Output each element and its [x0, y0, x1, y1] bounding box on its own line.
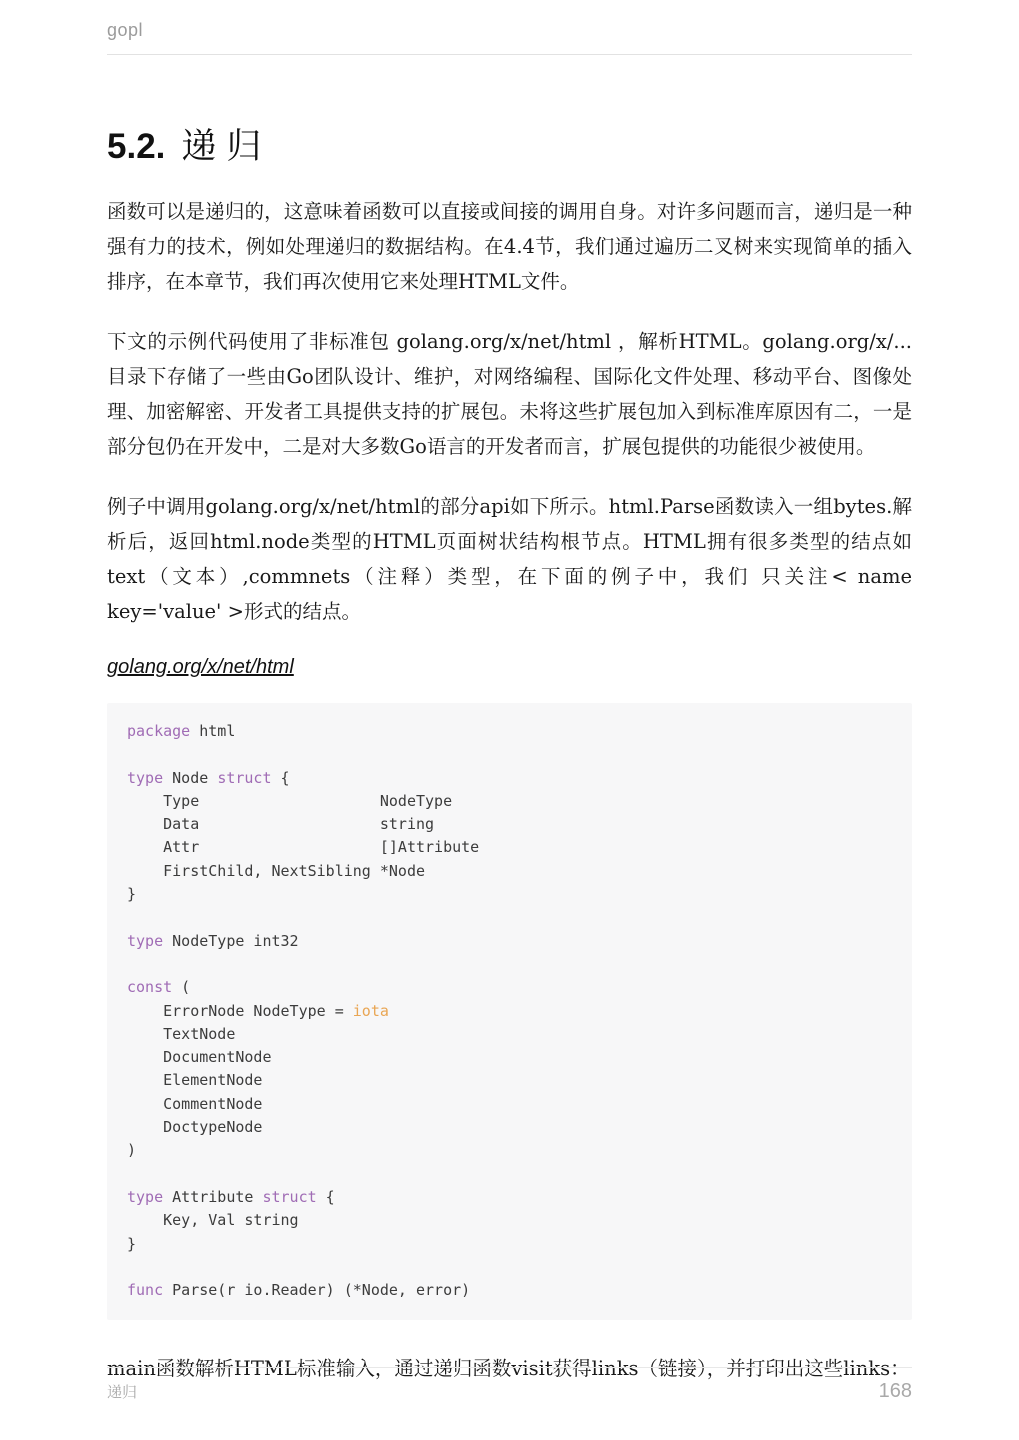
code-line: } [127, 885, 137, 904]
code-line: Data string [127, 815, 435, 834]
code-line: package html [127, 722, 236, 740]
code-line: DoctypeNode [127, 1118, 263, 1137]
code-line: Attr []Attribute [127, 838, 480, 857]
paragraph-intro: 函数可以是递归的，这意味着函数可以直接或间接的调用自身。对许多问题而言，递归是一种强有力的技术，例如处理递归的数据结构。在4.4节，我们通过遍历二叉树来实现简单的插入排序，在本章节，我们再次使用它来处理HTML文件。 [107, 200, 912, 293]
code-line: } [127, 1234, 137, 1253]
doc-footer [107, 1367, 912, 1403]
footer-chapter-label: 递归 [107, 1383, 138, 1401]
doc-header [107, 0, 912, 55]
heading-text: 递归 [181, 127, 272, 167]
code-block [107, 703, 912, 1320]
paragraph-api: 例子中调用golang.org/x/net/html的部分api如下所示。html.Parse函数读入一组bytes.解析后，返回html.node类型的HTML页面树状结构根节点。HTML拥有很多类型的结点如text（文本）,commnets（注释）类型，在下面的例子中，我们 只关注< name key='value' >形式的结点。 [107, 495, 912, 623]
code-line: FirstChild, NextSibling *Node [127, 861, 426, 880]
section-heading [107, 125, 912, 169]
code-line [127, 906, 888, 929]
code-line: ElementNode [127, 1071, 263, 1090]
code-line: type NodeType int32 [127, 931, 299, 950]
package-link-row [107, 656, 912, 679]
code-line: Key, Val string [127, 1211, 299, 1230]
code-line: ) [127, 1141, 137, 1160]
paragraph-packages: 下文的示例代码使用了非标准包 golang.org/x/net/html ，解析HTML。golang.org/x/... 目录下存储了一些由Go团队设计、维护，对网络编程、国际化文件处理、移动平台、图像处理、加密解密、开发者工具提供支持的扩展包。未将这些扩展包加入到标准库原因有二，一是部分包仍在开发中，二是对大多数Go语言的开发者而言，扩展包提供的功能很少被使用。 [107, 330, 912, 458]
code-line [127, 743, 888, 766]
code-line: type Attribute struct { [127, 1187, 335, 1206]
paragraph-main: main函数解析HTML标准输入，通过递归函数visit获得links（链接），并打印出这些links： [107, 1357, 910, 1381]
package-link[interactable]: golang.org/x/net/html [107, 656, 294, 678]
code-line [127, 953, 888, 976]
code-line: DocumentNode [127, 1048, 272, 1067]
footer-page-number: 168 [878, 1380, 912, 1402]
code-line: const ( [127, 978, 191, 997]
code-line: ErrorNode NodeType = iota [127, 1001, 389, 1020]
code-line: Type NodeType [127, 791, 453, 810]
heading-number: 5.2. [107, 127, 166, 166]
code-line: CommentNode [127, 1094, 263, 1113]
code-line [127, 1163, 888, 1186]
site-title: gopl [107, 20, 144, 40]
code-line [127, 1256, 888, 1279]
code-line: type Node struct { [127, 768, 290, 787]
code-line: func Parse(r io.Reader) (*Node, error) [127, 1281, 471, 1300]
code-line: TextNode [127, 1024, 236, 1043]
